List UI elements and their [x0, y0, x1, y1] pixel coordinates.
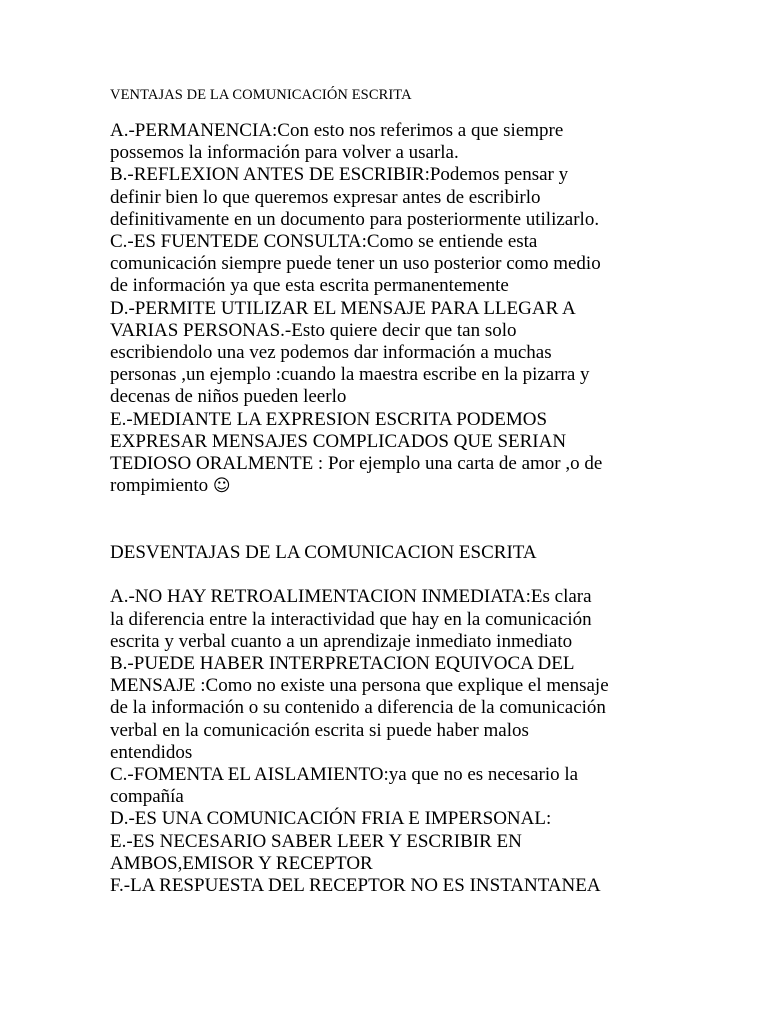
ventajas-line: decenas de niños pueden leerlo [110, 386, 347, 408]
ventajas-last-line-text: rompimiento [110, 475, 213, 497]
desventajas-line: compañía [110, 786, 184, 808]
desventajas-body [110, 586, 670, 897]
desventajas-line: la diferencia entre la interactividad que hay en la comunicación [110, 608, 592, 630]
ventajas-last-line [110, 475, 670, 497]
desventajas-line: E.-ES NECESARIO SABER LEER Y ESCRIBIR EN [110, 830, 522, 852]
ventajas-line: personas ,un ejemplo :cuando la maestra escribe en la pizarra y [110, 364, 590, 386]
desventajas-line: B.-PUEDE HABER INTERPRETACION EQUIVOCA DEL [110, 653, 575, 675]
desventajas-line: C.-FOMENTA EL AISLAMIENTO:ya que no es necesario la [110, 764, 579, 786]
ventajas-line: definir bien lo que queremos expresar antes de escribirlo [110, 186, 541, 208]
ventajas-line: escribiendolo una vez podemos dar información a muchas [110, 342, 552, 364]
ventajas-body [110, 120, 670, 497]
desventajas-line: AMBOS,EMISOR Y RECEPTOR [110, 852, 373, 874]
ventajas-line: E.-MEDIANTE LA EXPRESION ESCRITA PODEMOS [110, 408, 548, 430]
document-content [110, 86, 670, 897]
desventajas-line: MENSAJE :Como no existe una persona que explique el mensaje [110, 675, 609, 697]
desventajas-line: entendidos [110, 741, 193, 763]
desventajas-line: escrita y verbal cuanto a un aprendizaje inmediato inmediato [110, 630, 573, 652]
desventajas-title: DESVENTAJAS DE LA COMUNICACION ESCRITA [110, 542, 537, 564]
desventajas-line: A.-NO HAY RETROALIMENTACION INMEDIATA:Es clara [110, 586, 592, 608]
ventajas-line: VARIAS PERSONAS.-Esto quiere decir que tan solo [110, 319, 517, 341]
smiley-icon: ☺ [212, 476, 231, 497]
ventajas-line: EXPRESAR MENSAJES COMPLICADOS QUE SERIAN [110, 430, 567, 452]
ventajas-line: B.-REFLEXION ANTES DE ESCRIBIR:Podemos pensar y [110, 164, 569, 186]
ventajas-title: VENTAJAS DE LA COMUNICACIÓN ESCRITA [110, 87, 412, 103]
ventajas-line: definitivamente en un documento para posteriormente utilizarlo. [110, 208, 600, 230]
ventajas-line: de información ya que esta escrita permanentemente [110, 275, 509, 297]
ventajas-line: possemos la información para volver a usarla. [110, 142, 459, 164]
ventajas-line: comunicación siempre puede tener un uso posterior como medio [110, 253, 601, 275]
desventajas-line: verbal en la comunicación escrita si puede haber malos [110, 719, 529, 741]
ventajas-line: A.-PERMANENCIA:Con esto nos referimos a que siempre [110, 120, 564, 141]
ventajas-line: TEDIOSO ORALMENTE : Por ejemplo una carta de amor ,o de [110, 453, 603, 475]
ventajas-line: D.-PERMITE UTILIZAR EL MENSAJE PARA LLEGAR A [110, 297, 576, 319]
desventajas-line: de la información o su contenido a diferencia de la comunicación [110, 697, 606, 719]
ventajas-line: C.-ES FUENTEDE CONSULTA:Como se entiende esta [110, 231, 538, 253]
desventajas-line: D.-ES UNA COMUNICACIÓN FRIA E IMPERSONAL: [110, 808, 552, 830]
desventajas-line: F.-LA RESPUESTA DEL RECEPTOR NO ES INSTANTANEA [110, 875, 601, 897]
